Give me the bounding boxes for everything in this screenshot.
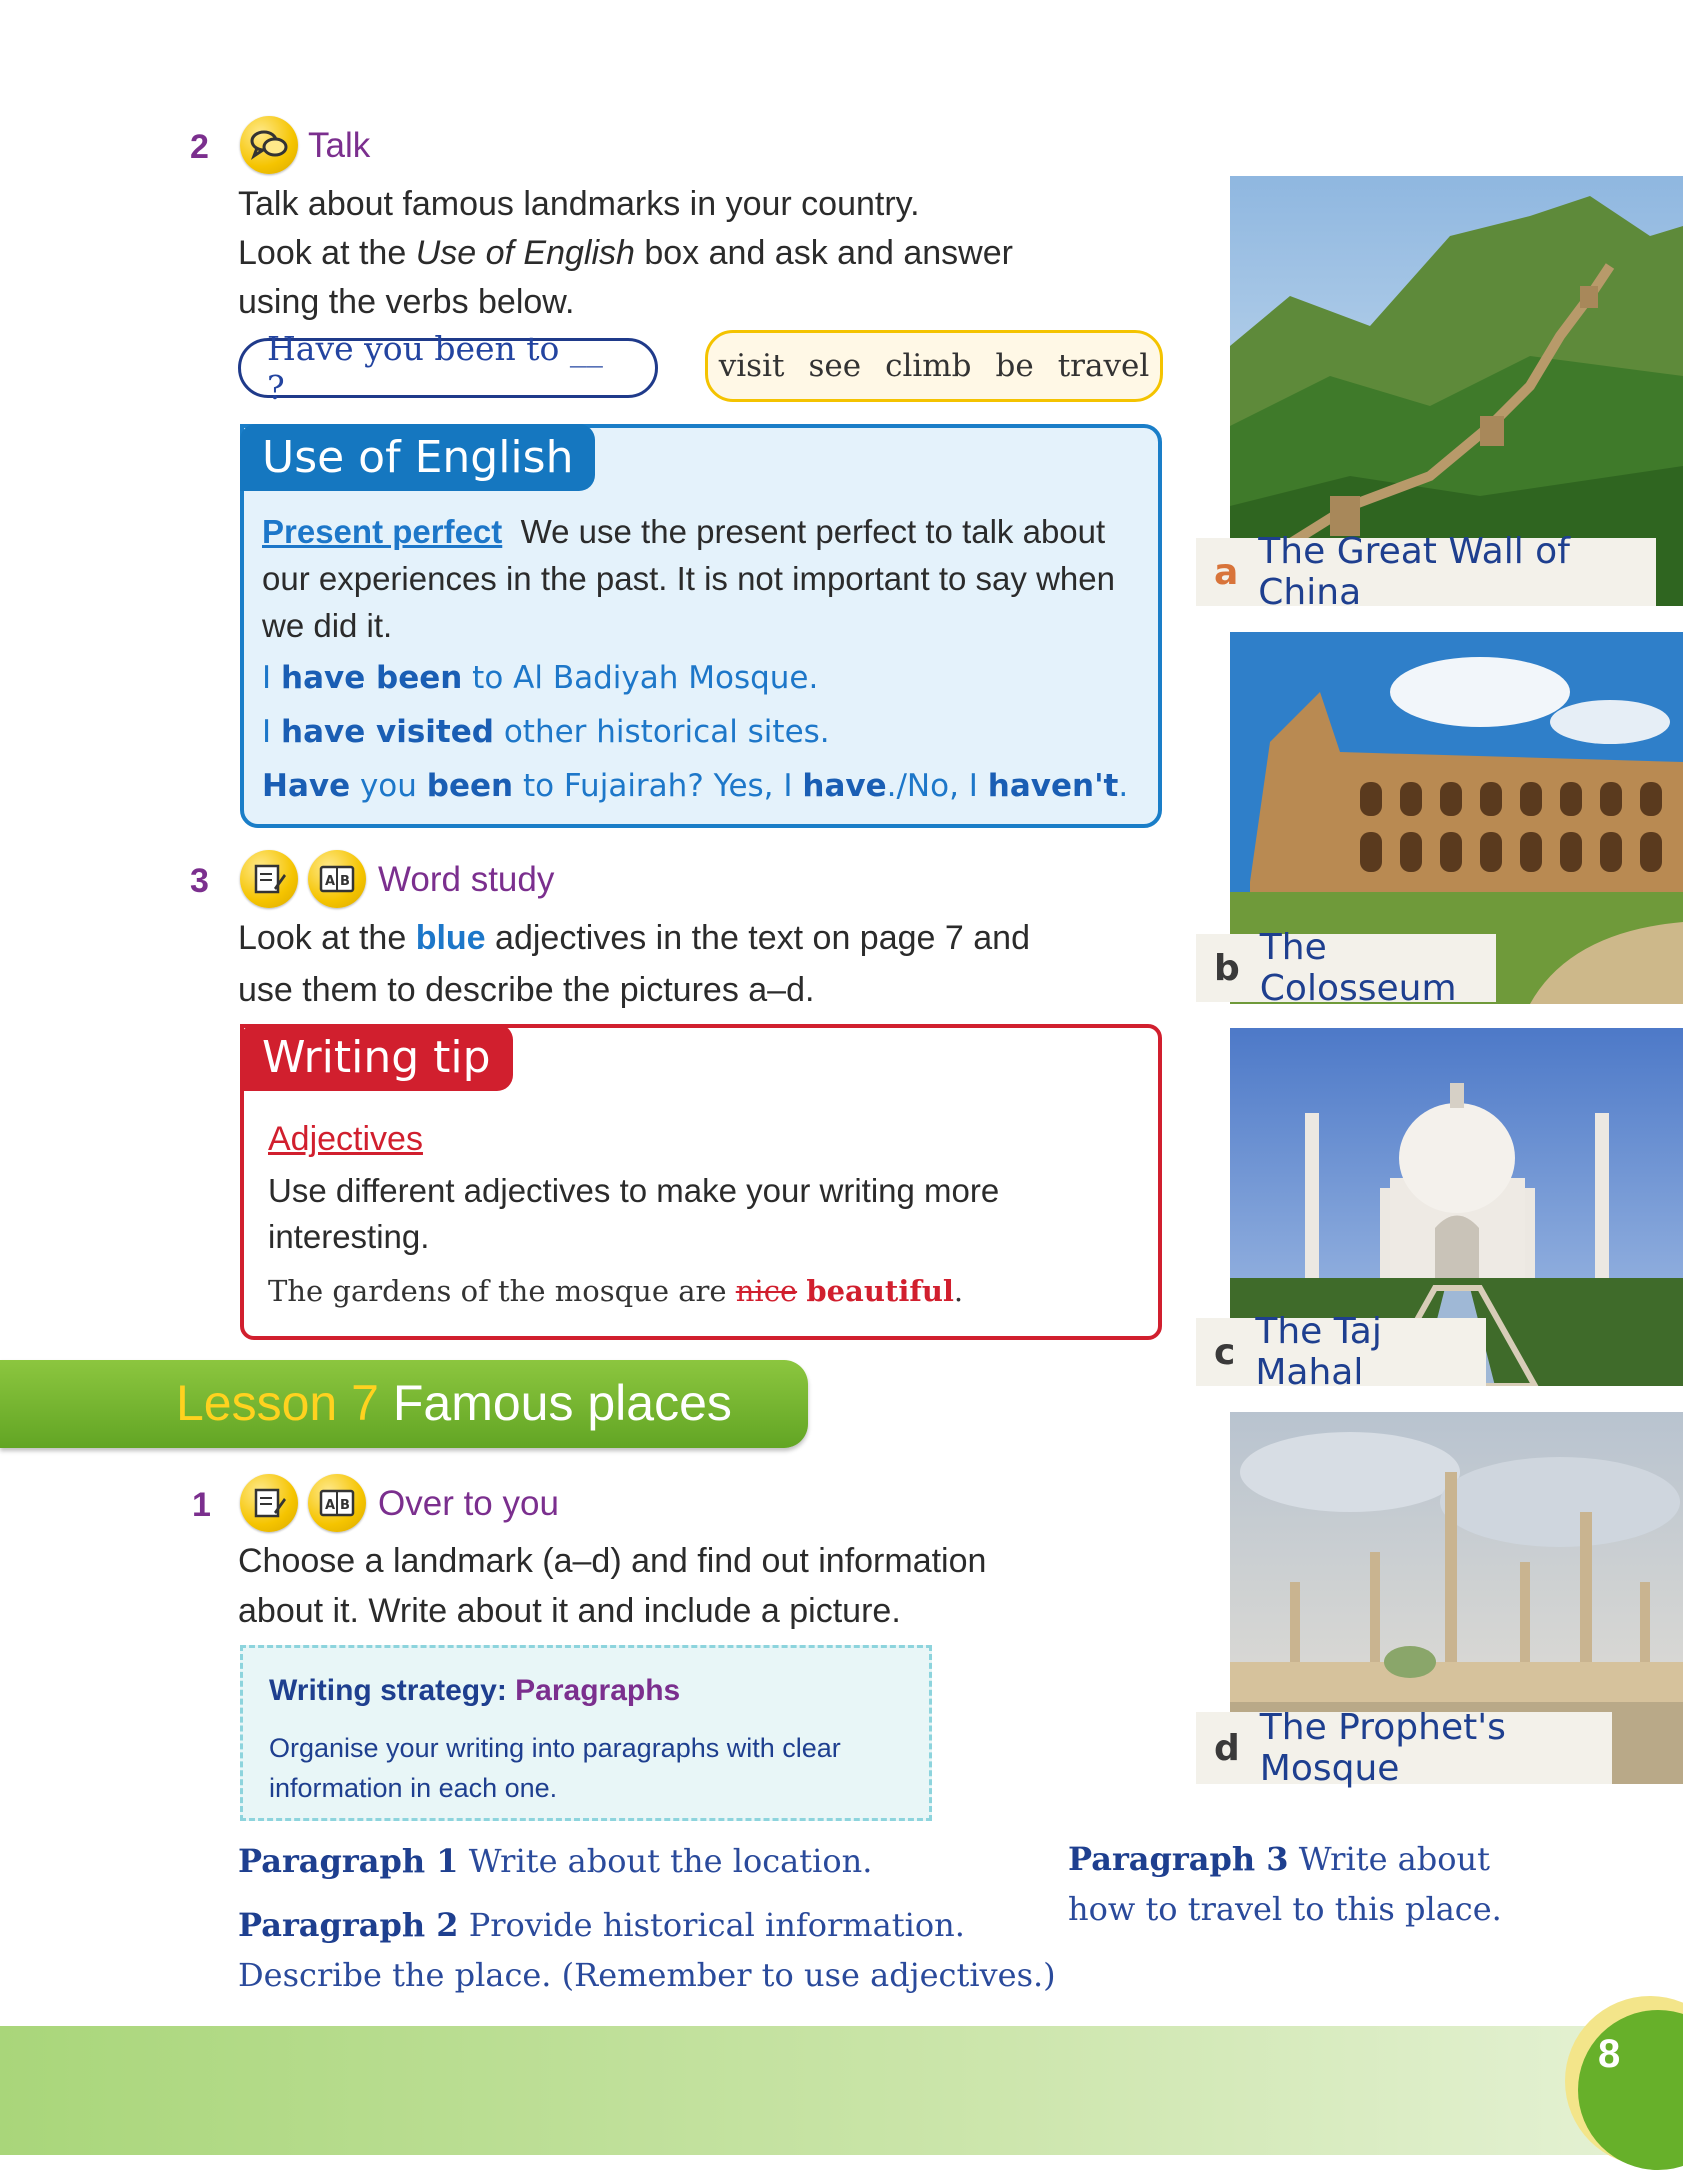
tip-description: Use different adjectives to make your writing more interesting.: [268, 1172, 1000, 1255]
strategy-heading: Writing strategy: Paragraphs: [269, 1674, 681, 1707]
section-title: Talk: [308, 126, 371, 165]
example-sentence: Have you been to Fujairah? Yes, I have./No, I haven't.: [262, 768, 1129, 804]
caption-text: The Prophet's Mosque: [1259, 1707, 1506, 1789]
instruction-line: using the verbs below.: [238, 283, 575, 321]
photo-caption: [1196, 531, 1656, 613]
section-title: Word study: [378, 860, 555, 899]
caption-text: The Colosseum: [1259, 927, 1457, 1009]
tip-example: The gardens of the mosque are nice beautiful.: [268, 1274, 964, 1308]
uoe-description: Present perfect We use the present perfect to talk about our experiences in the past. It is not important to say when we did it.: [262, 513, 1115, 644]
paragraph-guide: Paragraph 2 Provide historical information.: [238, 1906, 965, 1944]
footer-band: [0, 2026, 1683, 2155]
blue-highlight: blue: [415, 919, 486, 957]
section-number: 1: [192, 1486, 211, 1524]
svg-text:B: B: [340, 1498, 350, 1513]
lesson-banner: [0, 1360, 808, 1448]
verb: climb: [885, 348, 972, 384]
verb: see: [808, 348, 862, 384]
word-study-instructions: Look at the blue adjectives in the text on page 7 and use them to describe the pictures a–d.: [238, 919, 1030, 1009]
caption-text: The Taj Mahal: [1255, 1311, 1382, 1393]
example-sentence: I have been to Al Badiyah Mosque.: [262, 660, 819, 696]
lesson-heading: [176, 1374, 732, 1432]
paragraph-guide: Paragraph 3 Write about: [1068, 1840, 1490, 1878]
ab-book-icon: [308, 850, 366, 908]
lesson-number: Lesson 7: [176, 1375, 379, 1431]
paragraph-guide: Paragraph 1 Write about the location.: [238, 1842, 873, 1880]
speech-bubbles-icon: [240, 116, 298, 174]
instruction-line: Look at the Use of English box and ask and answer: [238, 234, 1013, 272]
paragraph-guide: Describe the place. (Remember to use adjectives.): [238, 1956, 1056, 1994]
writing-strategy-box: [240, 1645, 932, 1821]
question-pill: Have you been to __ ?: [238, 338, 658, 398]
svg-text:B: B: [340, 874, 350, 889]
page-number: 8: [1598, 2032, 1621, 2076]
paragraph-guide: how to travel to this place.: [1068, 1890, 1502, 1928]
pencil-notebook-icon: [240, 850, 298, 908]
svg-text:A: A: [325, 1498, 336, 1513]
caption-letter: b: [1214, 947, 1240, 989]
section-number: 2: [190, 128, 209, 166]
caption-letter: a: [1214, 551, 1239, 593]
verbs-box: [705, 330, 1163, 402]
tip-term: Adjectives: [268, 1120, 423, 1158]
over-to-you-instructions: Choose a landmark (a–d) and find out information about it. Write about it and include a picture.: [238, 1542, 987, 1630]
verb: visit: [718, 348, 785, 384]
photo-caption: [1196, 927, 1496, 1009]
svg-text:A: A: [325, 874, 336, 889]
example-sentence: I have visited other historical sites.: [262, 714, 830, 750]
lesson-title: Famous places: [392, 1375, 732, 1431]
pencil-notebook-icon: [240, 1474, 298, 1532]
verb: travel: [1057, 348, 1150, 384]
grammar-term: Present perfect: [262, 513, 503, 550]
photo-caption: [1196, 1311, 1486, 1393]
section-number: 3: [190, 862, 209, 900]
box-title: Writing tip: [240, 1024, 513, 1091]
verb: be: [995, 348, 1034, 384]
caption-text: The Great Wall of China: [1258, 531, 1570, 613]
caption-letter: c: [1214, 1331, 1236, 1373]
writing-tip-box: [240, 1024, 1162, 1340]
talk-instructions: [238, 180, 1138, 327]
caption-letter: d: [1214, 1727, 1240, 1769]
box-title: Use of English: [240, 424, 595, 491]
instruction-line: Talk about famous landmarks in your country.: [238, 185, 920, 223]
section-title: Over to you: [378, 1484, 559, 1523]
use-of-english-box: [240, 424, 1162, 828]
strategy-text: Organise your writing into paragraphs with clear information in each one.: [269, 1733, 841, 1803]
ab-book-icon: [308, 1474, 366, 1532]
photo-caption: [1196, 1707, 1612, 1789]
